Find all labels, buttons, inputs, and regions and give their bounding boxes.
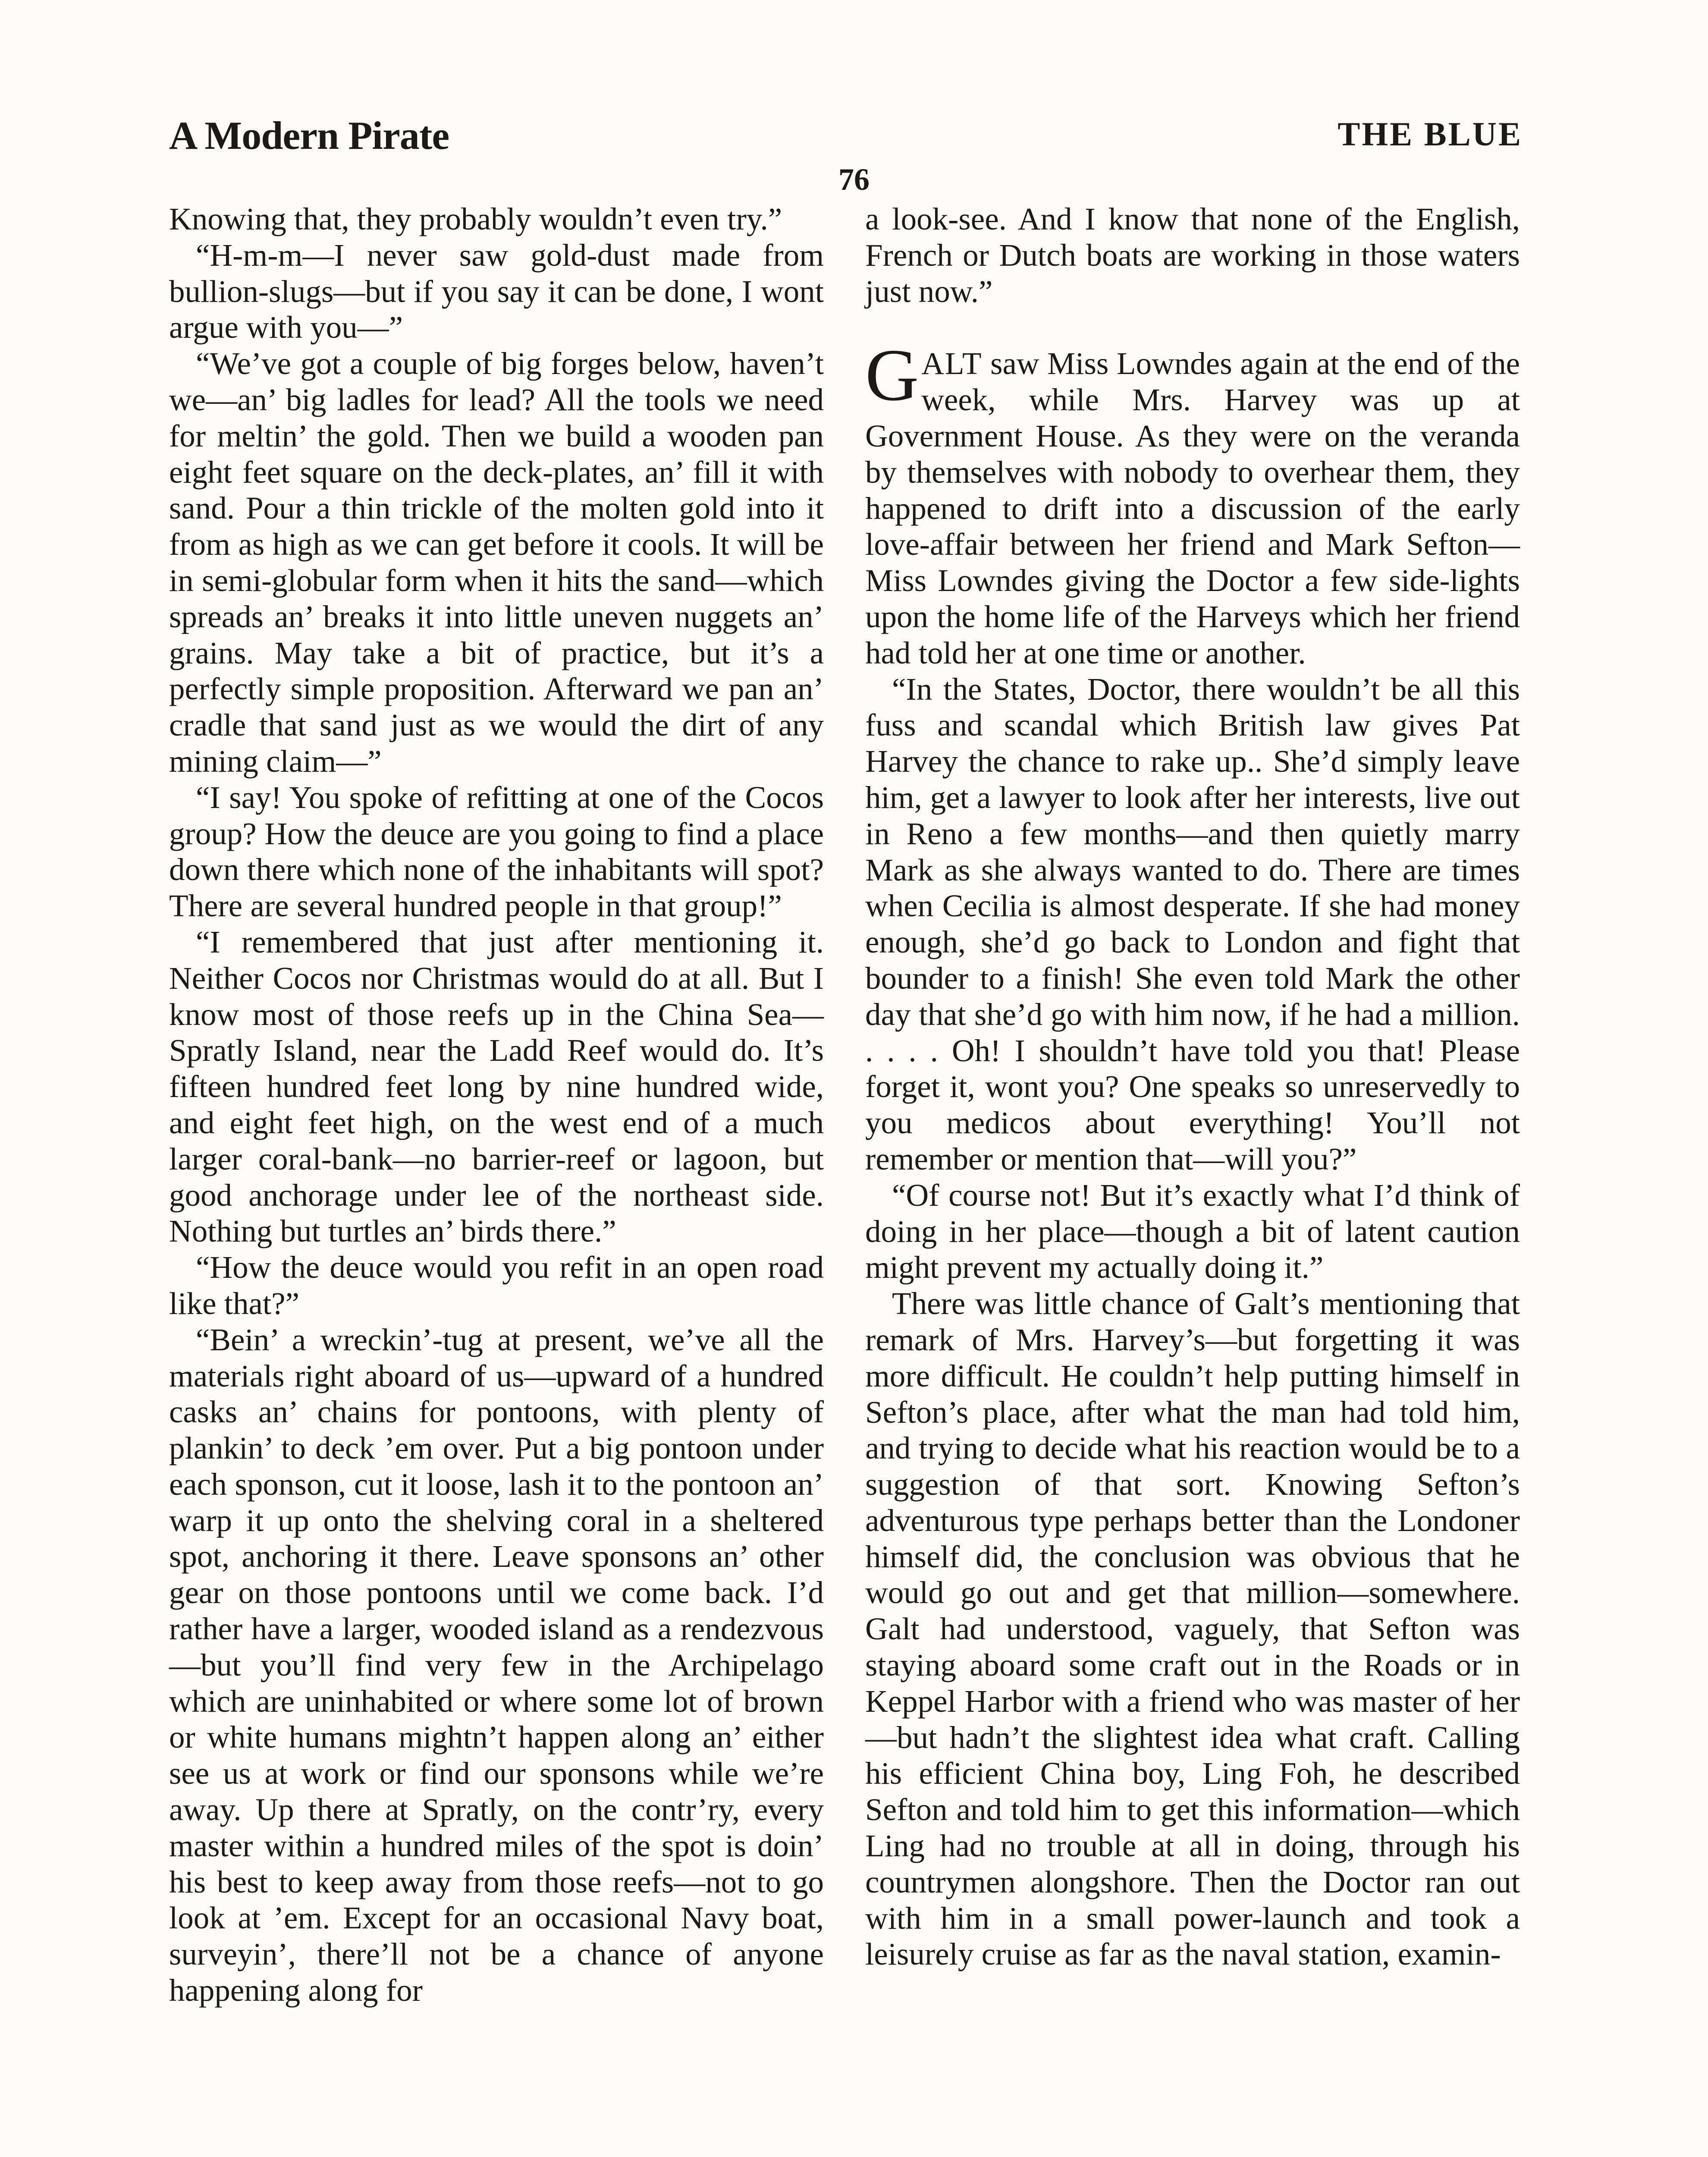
paragraph: “How the deuce would you refit in an open road like that?” [169,1250,824,1321]
paragraph: Knowing that, they probably wouldn’t even try.” [169,201,782,236]
section-opening-text: saw Miss Lowndes again at the end of the week, while Mrs. Harvey was up at Government House. As they were on the veranda by themselves with nobody to overhear them, they happened to drift into a discussion of the early love-affair between her friend and Mark Sefton—Miss Lowndes giving the Doctor a few side-lights upon the home life of the Harveys which her friend had told her at one time or another. [865,346,1520,670]
paragraph: “Bein’ a wreckin’-tug at present, we’ve all the materials right aboard of us—upward of a hundred casks an’ chains for pontoons, with plenty of plankin’ to deck ’em over. Put a big pontoon under each sponson, cut it loose, lash it to the pontoon an’ warp it up onto the shelving coral in a sheltered spot, anchoring it there. Leave sponsons an’ other gear on those pontoons until we come back. I’d rather have a larger, wooded island as a rendezvous—but you’ll find very few in the Archipelago which are uninhabited or where some lot of brown or white humans mightn’t happen along an’ either see us at work or find our sponsons while we’re away. Up there at Spratly, on the contr’ry, every master within a hundred miles of the spot is doin’ his best to keep away from those reefs—not to go look at ’em. Except for an occasional Navy boat, surveyin’, there’ll not be a chance of anyone happening along for [169,1322,824,2008]
paragraph: “I say! You spoke of refitting at one of the Cocos group? How the deuce are you going to find a place down there which none of the inhabitants will spot? There are several hundred people in that group!” [169,780,824,924]
section-opening-paragraph [865,334,1520,671]
story-title: A Modern Pirate [169,113,449,157]
drop-cap: G [865,334,919,417]
paragraph: There was little chance of Galt’s mentioning that remark of Mrs. Harvey’s—but forgetting it was more difficult. He couldn’t help putting himself in Sefton’s place, after what the man had told him, and trying to decide what his reaction would be to a suggestion of that sort. Knowing Sefton’s adventurous type perhaps better than the Londoner himself did, the conclusion was obvious that he would go out and get that million—somewhere. Galt had understood, vaguely, that Sefton was staying aboard some craft out in the Roads or in Keppel Harbor with a friend who was master of her—but hadn’t the slightest idea what craft. Calling his efficient China boy, Ling Foh, he described Sefton and told him to get this information—which Ling had no trouble at all in doing, through his countrymen alongshore. Then the Doctor ran out with him in a small power-launch and took a leisurely cruise as far as the naval station, examin- [865,1286,1520,1972]
small-caps-word: ALT [921,346,983,381]
left-column [169,201,824,2009]
magazine-name: THE BLUE [1338,115,1523,153]
right-column [865,201,1520,1972]
paragraph: “H-m-m—I never saw gold-dust made from bullion-slugs—but if you say it can be done, I wont argue with you—” [169,237,824,345]
paragraph: a look-see. And I know that none of the English, French or Dutch boats are working in those waters just now.” [865,201,1520,309]
paragraph: “Of course not! But it’s exactly what I’d think of doing in her place—though a bit of latent caution might prevent my actually doing it.” [865,1177,1520,1285]
paragraph: “We’ve got a couple of big forges below, haven’t we—an’ big ladles for lead? All the tools we need for meltin’ the gold. Then we build a wooden pan eight feet square on the deck-plates, an’ fill it with sand. Pour a thin trickle of the molten gold into it from as high as we can get before it cools. It will be in semi-globular form when it hits the sand—which spreads an’ breaks it into little uneven nuggets an’ grains. May take a bit of practice, but it’s a perfectly simple proposition. Afterward we pan an’ cradle that sand just as we would the dirt of any mining claim—” [169,346,824,779]
page-number: 76 [838,162,870,197]
paragraph: “I remembered that just after mentioning it. Neither Cocos nor Christmas would do at all. But I know most of those reefs up in the China Sea—Spratly Island, near the Ladd Reef would do. It’s fifteen hundred feet long by nine hundred wide, and eight feet high, on the west end of a much larger coral-bank—no barrier-reef or lagoon, but good anchorage under lee of the northeast side. Nothing but turtles an’ birds there.” [169,924,824,1249]
paragraph: “In the States, Doctor, there wouldn’t be all this fuss and scandal which British law gives Pat Harvey the chance to rake up.. She’d simply leave him, get a lawyer to look after her interests, live out in Reno a few months—and then quietly marry Mark as she always wanted to do. There are times when Cecilia is almost desperate. If she had money enough, she’d go back to London and fight that bounder to a finish! She even told Mark the other day that she’d go with him now, if he had a million. . . . . Oh! I shouldn’t have told you that! Please forget it, wont you? One speaks so unreservedly to you medicos about everything! You’ll not remember or mention that—will you?” [865,671,1520,1176]
